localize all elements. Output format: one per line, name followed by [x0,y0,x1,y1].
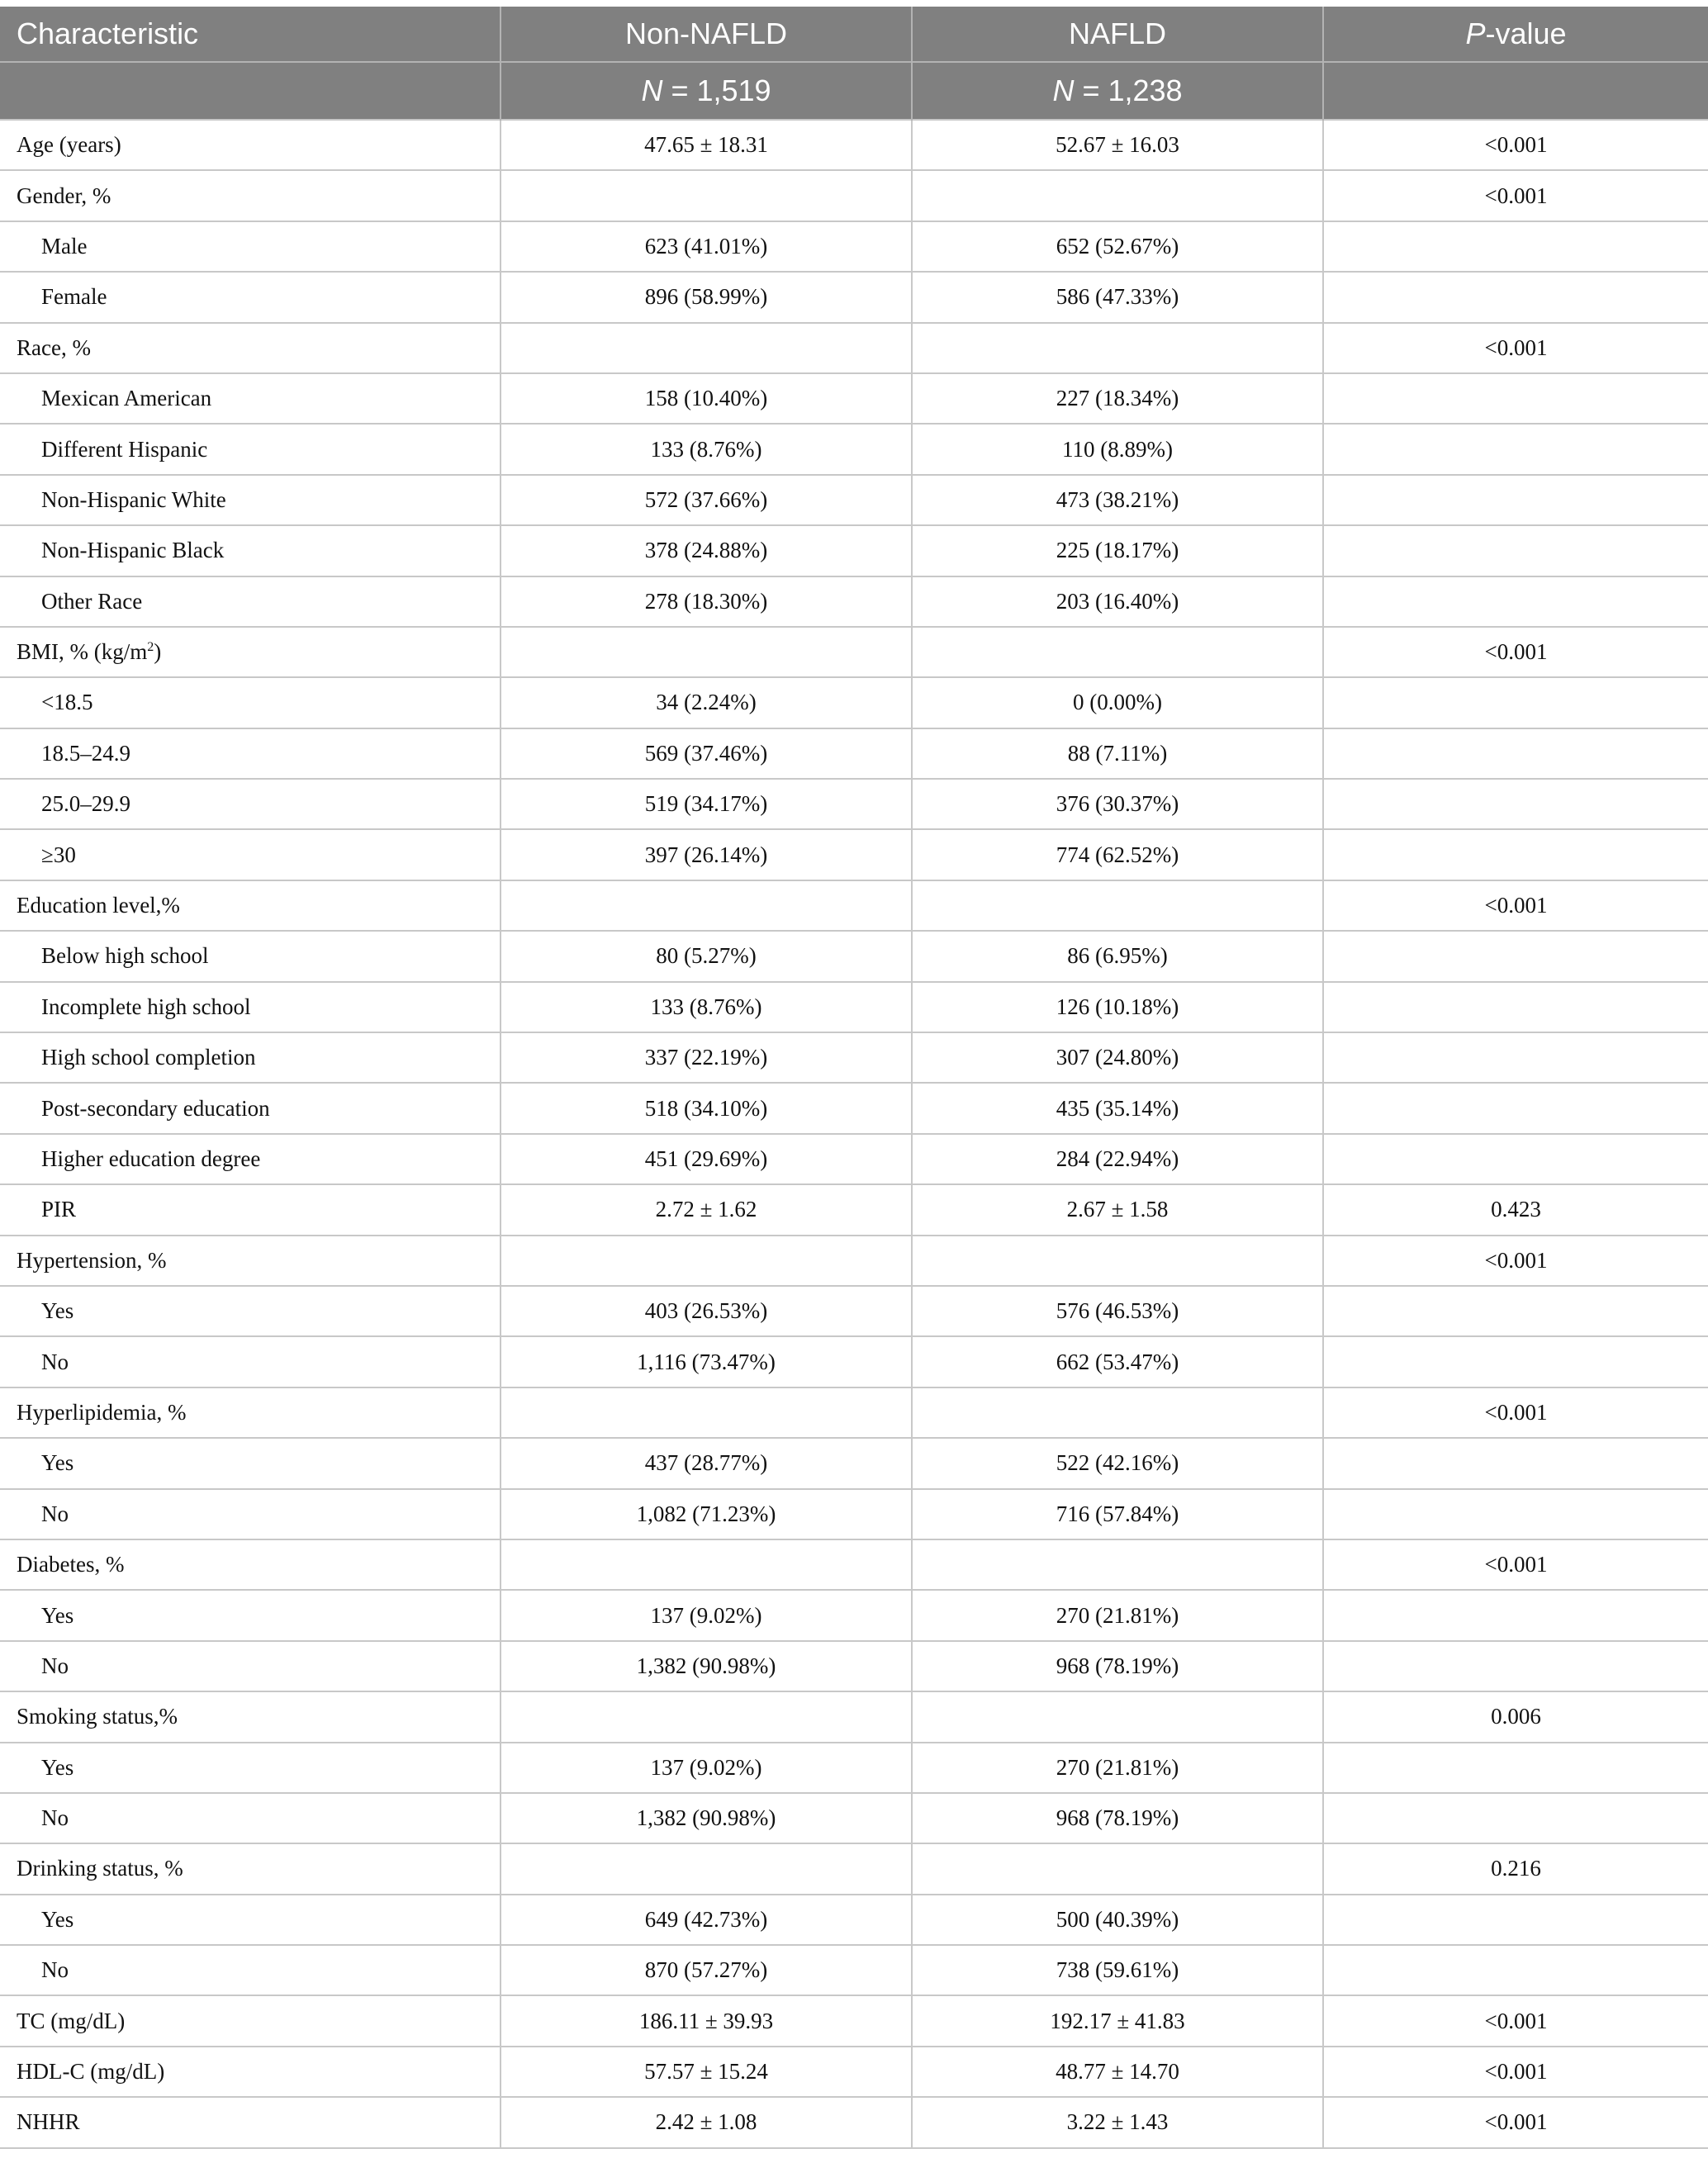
nafld-value [912,880,1323,931]
non-nafld-value [501,627,912,677]
row-label: Mexican American [0,373,501,424]
table-row [0,728,1708,779]
row-label: 25.0–29.9 [0,779,501,829]
header-n-non-nafld [501,62,912,120]
nafld-value: 968 (78.19%) [912,1793,1323,1843]
p-value [1323,1032,1708,1083]
p-value [1323,1895,1708,1945]
table-row [0,1438,1708,1488]
non-nafld-value: 870 (57.27%) [501,1945,912,1995]
header-n-nafld [912,62,1323,120]
p-value: <0.001 [1323,1387,1708,1438]
nafld-value: 3.22 ± 1.43 [912,2097,1323,2147]
row-label: No [0,1641,501,1691]
header-n1-rest: = 1,519 [662,74,771,107]
p-value: 0.423 [1323,1184,1708,1235]
row-label: Hyperlipidemia, % [0,1387,501,1438]
nafld-value: 738 (59.61%) [912,1945,1323,1995]
table-row [0,170,1708,221]
table-row [0,1236,1708,1286]
nafld-value: 2.67 ± 1.58 [912,1184,1323,1235]
p-value: <0.001 [1323,1539,1708,1590]
p-value [1323,931,1708,981]
nafld-value: 48.77 ± 14.70 [912,2047,1323,2097]
row-label: Female [0,272,501,322]
p-value: <0.001 [1323,627,1708,677]
non-nafld-value: 649 (42.73%) [501,1895,912,1945]
non-nafld-value: 451 (29.69%) [501,1134,912,1184]
row-label: High school completion [0,1032,501,1083]
p-value: <0.001 [1323,323,1708,373]
nafld-value: 126 (10.18%) [912,982,1323,1032]
non-nafld-value [501,1843,912,1894]
nafld-value: 652 (52.67%) [912,221,1323,272]
non-nafld-value: 1,382 (90.98%) [501,1793,912,1843]
p-value [1323,221,1708,272]
non-nafld-value [501,1691,912,1742]
nafld-value: 0 (0.00%) [912,677,1323,728]
p-value: 0.216 [1323,1843,1708,1894]
nafld-value [912,627,1323,677]
p-value [1323,525,1708,576]
p-value [1323,779,1708,829]
row-label: Diabetes, % [0,1539,501,1590]
p-value: <0.001 [1323,120,1708,170]
non-nafld-value: 337 (22.19%) [501,1032,912,1083]
row-label: Yes [0,1743,501,1793]
nafld-value: 586 (47.33%) [912,272,1323,322]
row-label: No [0,1793,501,1843]
non-nafld-value: 403 (26.53%) [501,1286,912,1336]
table-row [0,424,1708,474]
nafld-value: 192.17 ± 41.83 [912,1995,1323,2046]
nafld-value: 376 (30.37%) [912,779,1323,829]
non-nafld-value [501,1387,912,1438]
non-nafld-value: 1,382 (90.98%) [501,1641,912,1691]
non-nafld-value: 1,082 (71.23%) [501,1489,912,1539]
row-label: Below high school [0,931,501,981]
non-nafld-value: 137 (9.02%) [501,1590,912,1640]
table-row [0,272,1708,322]
p-value [1323,1134,1708,1184]
header-characteristic: Characteristic [0,7,501,62]
row-label-text: BMI, % (kg/m [17,639,148,665]
row-label: NHHR [0,2097,501,2147]
table-row [0,1387,1708,1438]
nafld-value: 500 (40.39%) [912,1895,1323,1945]
table-row [0,120,1708,170]
p-value: <0.001 [1323,2097,1708,2147]
table-row [0,1083,1708,1133]
p-value: 0.006 [1323,1691,1708,1742]
p-value [1323,576,1708,627]
non-nafld-value: 437 (28.77%) [501,1438,912,1488]
row-label: <18.5 [0,677,501,728]
p-value [1323,1489,1708,1539]
row-label: 18.5–24.9 [0,728,501,779]
non-nafld-value: 158 (10.40%) [501,373,912,424]
non-nafld-value: 34 (2.24%) [501,677,912,728]
row-label: No [0,1945,501,1995]
non-nafld-value: 2.72 ± 1.62 [501,1184,912,1235]
row-label-superscript: 2 [147,640,154,655]
nafld-value: 225 (18.17%) [912,525,1323,576]
header-n2-italic: N [1052,74,1075,107]
nafld-value: 522 (42.16%) [912,1438,1323,1488]
table-row [0,373,1708,424]
non-nafld-value: 137 (9.02%) [501,1743,912,1793]
non-nafld-value: 569 (37.46%) [501,728,912,779]
non-nafld-value: 623 (41.01%) [501,221,912,272]
non-nafld-value: 1,116 (73.47%) [501,1336,912,1387]
row-label: Drinking status, % [0,1843,501,1894]
p-value [1323,1083,1708,1133]
non-nafld-value: 47.65 ± 18.31 [501,120,912,170]
row-label: Hypertension, % [0,1236,501,1286]
table-row [0,1995,1708,2046]
header-n2-rest: = 1,238 [1074,74,1183,107]
p-value: <0.001 [1323,2047,1708,2097]
table-row [0,1895,1708,1945]
row-label: Smoking status,% [0,1691,501,1742]
p-value [1323,1336,1708,1387]
table-row [0,1134,1708,1184]
nafld-value [912,1236,1323,1286]
row-label: Gender, % [0,170,501,221]
p-value [1323,373,1708,424]
non-nafld-value [501,1236,912,1286]
nafld-value: 473 (38.21%) [912,475,1323,525]
nafld-value [912,1843,1323,1894]
non-nafld-value [501,880,912,931]
row-label: Education level,% [0,880,501,931]
nafld-value [912,1387,1323,1438]
row-label: Yes [0,1895,501,1945]
nafld-value: 52.67 ± 16.03 [912,120,1323,170]
nafld-value: 662 (53.47%) [912,1336,1323,1387]
row-label: HDL-C (mg/dL) [0,2047,501,2097]
nafld-value: 86 (6.95%) [912,931,1323,981]
nafld-value [912,323,1323,373]
header-row-counts [0,62,1708,120]
p-value [1323,829,1708,880]
row-label: Yes [0,1438,501,1488]
row-label: PIR [0,1184,501,1235]
header-nafld: NAFLD [912,7,1323,62]
table-row [0,323,1708,373]
nafld-value: 435 (35.14%) [912,1083,1323,1133]
header-p-italic: P [1465,17,1486,50]
non-nafld-value: 278 (18.30%) [501,576,912,627]
nafld-value: 203 (16.40%) [912,576,1323,627]
nafld-value: 110 (8.89%) [912,424,1323,474]
nafld-value: 88 (7.11%) [912,728,1323,779]
header-p-rest: -value [1485,17,1567,50]
table-row [0,1945,1708,1995]
p-value [1323,272,1708,322]
nafld-value [912,170,1323,221]
table-row [0,1590,1708,1640]
non-nafld-value: 80 (5.27%) [501,931,912,981]
non-nafld-value [501,1539,912,1590]
row-label: No [0,1489,501,1539]
row-label: Yes [0,1286,501,1336]
table-row [0,880,1708,931]
nafld-value: 307 (24.80%) [912,1032,1323,1083]
nafld-value: 284 (22.94%) [912,1134,1323,1184]
non-nafld-value: 896 (58.99%) [501,272,912,322]
table-row [0,1489,1708,1539]
header-row-titles [0,7,1708,62]
table-row [0,2097,1708,2147]
non-nafld-value [501,170,912,221]
table-row [0,475,1708,525]
row-label: TC (mg/dL) [0,1995,501,2046]
row-label: Higher education degree [0,1134,501,1184]
table-row [0,1793,1708,1843]
p-value: <0.001 [1323,1995,1708,2046]
table-row [0,221,1708,272]
nafld-value: 270 (21.81%) [912,1590,1323,1640]
table-row [0,677,1708,728]
nafld-value: 270 (21.81%) [912,1743,1323,1793]
row-label: Yes [0,1590,501,1640]
nafld-value: 716 (57.84%) [912,1489,1323,1539]
header-p-value [1323,7,1708,62]
p-value [1323,1641,1708,1691]
baseline-characteristics-table [0,7,1708,2149]
p-value [1323,1793,1708,1843]
row-label: Post-secondary education [0,1083,501,1133]
header-n1-italic: N [641,74,663,107]
row-label: No [0,1336,501,1387]
non-nafld-value: 397 (26.14%) [501,829,912,880]
p-value [1323,1286,1708,1336]
p-value: <0.001 [1323,1236,1708,1286]
table-row [0,1184,1708,1235]
row-label [0,627,501,677]
non-nafld-value: 57.57 ± 15.24 [501,2047,912,2097]
nafld-value: 968 (78.19%) [912,1641,1323,1691]
table-row [0,982,1708,1032]
non-nafld-value: 378 (24.88%) [501,525,912,576]
p-value [1323,728,1708,779]
non-nafld-value: 133 (8.76%) [501,424,912,474]
table-row [0,627,1708,677]
row-label-end: ) [154,639,162,665]
header-non-nafld: Non-NAFLD [501,7,912,62]
non-nafld-value: 133 (8.76%) [501,982,912,1032]
nafld-value [912,1691,1323,1742]
table-row [0,1691,1708,1742]
table-row [0,1743,1708,1793]
row-label: Race, % [0,323,501,373]
nafld-value [912,1539,1323,1590]
p-value: <0.001 [1323,170,1708,221]
table-row [0,525,1708,576]
table-row [0,779,1708,829]
table-row [0,1641,1708,1691]
nafld-value: 774 (62.52%) [912,829,1323,880]
row-label: Male [0,221,501,272]
p-value [1323,1743,1708,1793]
row-label: ≥30 [0,829,501,880]
row-label: Different Hispanic [0,424,501,474]
table-row [0,829,1708,880]
p-value [1323,1438,1708,1488]
p-value [1323,677,1708,728]
nafld-value: 227 (18.34%) [912,373,1323,424]
non-nafld-value: 572 (37.66%) [501,475,912,525]
table-row [0,1286,1708,1336]
non-nafld-value: 518 (34.10%) [501,1083,912,1133]
row-label: Incomplete high school [0,982,501,1032]
row-label: Age (years) [0,120,501,170]
table-row [0,576,1708,627]
table-header [0,7,1708,120]
header-empty-left [0,62,501,120]
p-value [1323,1590,1708,1640]
table-body [0,120,1708,2148]
p-value [1323,1945,1708,1995]
p-value [1323,982,1708,1032]
nafld-value: 576 (46.53%) [912,1286,1323,1336]
p-value: <0.001 [1323,880,1708,931]
non-nafld-value: 519 (34.17%) [501,779,912,829]
header-empty-right [1323,62,1708,120]
non-nafld-value [501,323,912,373]
row-label: Non-Hispanic Black [0,525,501,576]
table-row [0,1336,1708,1387]
table-row [0,1843,1708,1894]
non-nafld-value: 2.42 ± 1.08 [501,2097,912,2147]
p-value [1323,424,1708,474]
table-row [0,931,1708,981]
row-label: Other Race [0,576,501,627]
row-label: Non-Hispanic White [0,475,501,525]
p-value [1323,475,1708,525]
non-nafld-value: 186.11 ± 39.93 [501,1995,912,2046]
table-row [0,2047,1708,2097]
table-row [0,1539,1708,1590]
table-row [0,1032,1708,1083]
